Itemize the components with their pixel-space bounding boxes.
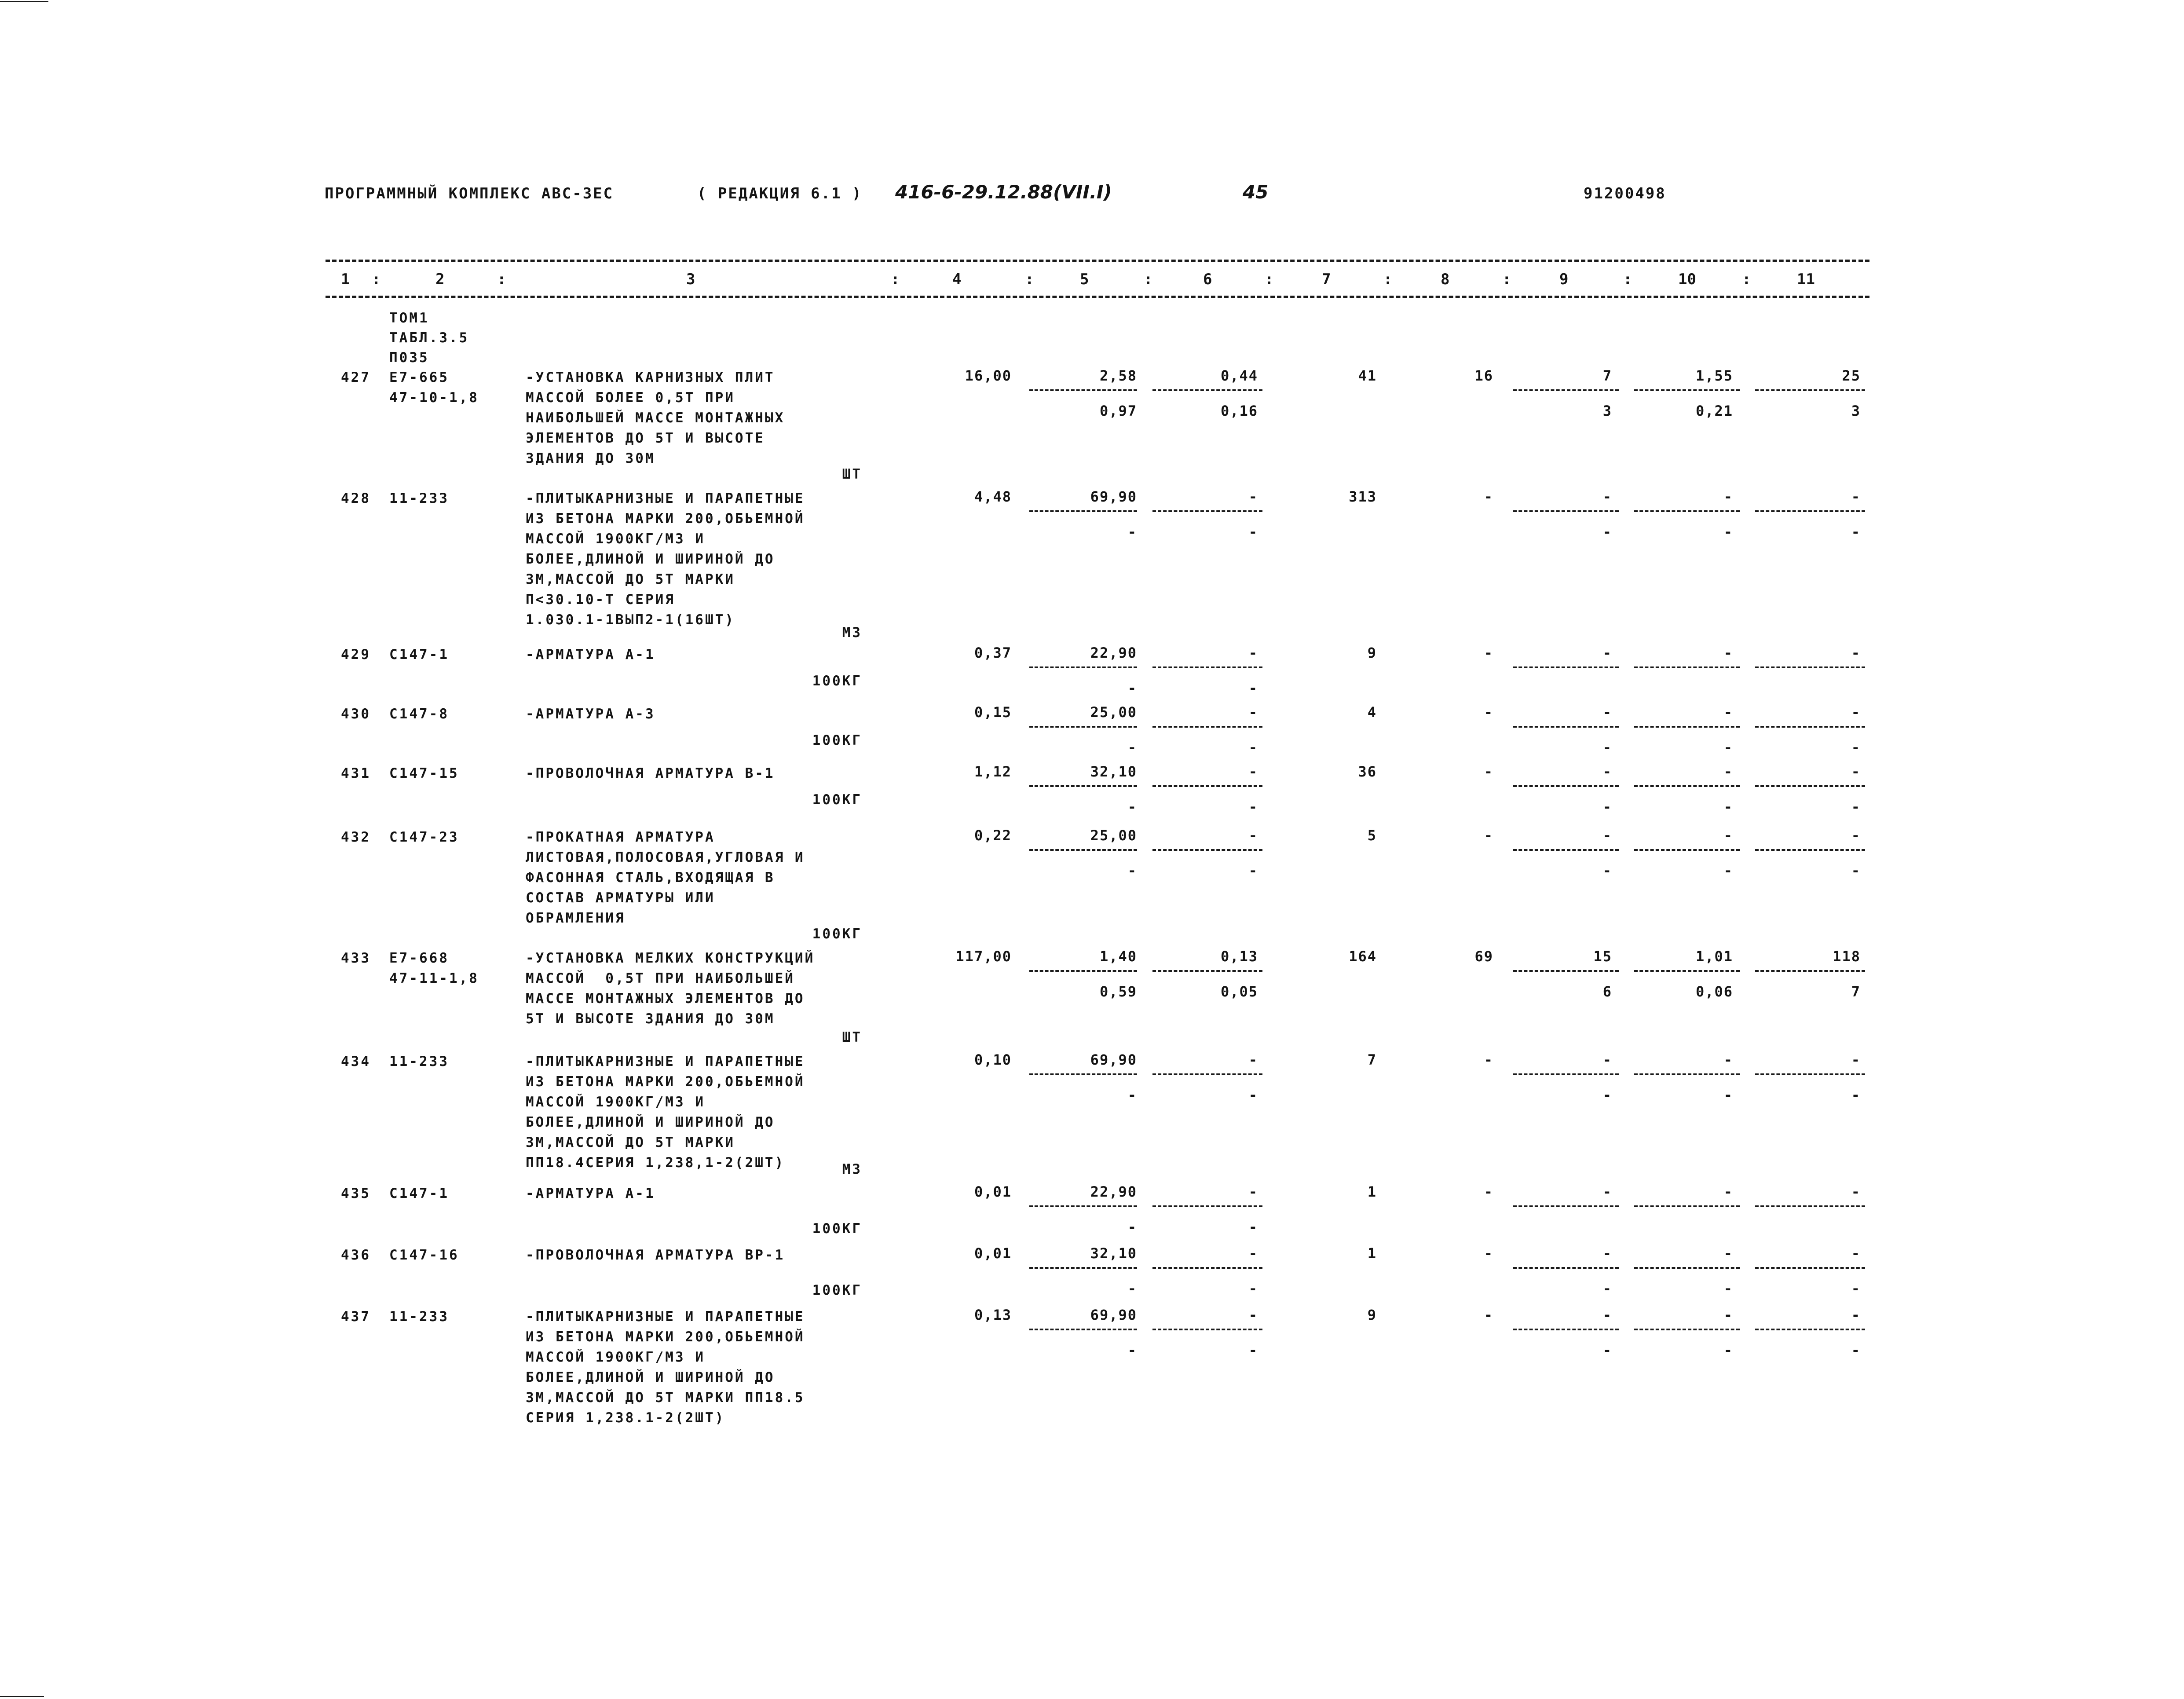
row-code: Е7-665 xyxy=(389,370,449,385)
cell-divider xyxy=(1755,1205,1865,1207)
column-sep: : xyxy=(1265,271,1274,288)
row-labor-total: - xyxy=(1602,763,1612,780)
row-description: -УСТАНОВКА МЕЛКИХ КОНСТРУКЦИЙ МАССОЙ 0,5Т ПРИ НАИБОЛЬШЕЙ МАССЕ МОНТАЖНЫХ ЭЛЕМЕНТОВ ДО 5Т И ВЫСОТЕ ЗДАНИЯ ДО 30М xyxy=(526,950,815,1027)
row-unit: 100КГ xyxy=(812,1221,862,1237)
row-wage-total: - xyxy=(1484,1307,1493,1323)
cell-divider xyxy=(1029,510,1137,512)
row-machine-wage: 0,05 xyxy=(1220,983,1258,1000)
row-code: С147-1 xyxy=(389,1186,449,1201)
cell-divider xyxy=(1029,970,1137,972)
row-total-cost: 164 xyxy=(1349,948,1377,965)
column-5-header: 5 xyxy=(1080,271,1089,288)
row-machine-wage: 0,16 xyxy=(1220,403,1258,419)
row-machine-wage: - xyxy=(1248,798,1258,815)
row-cost-total: 2,58 xyxy=(1099,367,1137,384)
row-labor-unit: - xyxy=(1723,827,1733,844)
row-unit: М3 xyxy=(842,1161,862,1177)
row-quantity: 0,13 xyxy=(974,1307,1012,1323)
row-quantity: 0,37 xyxy=(974,644,1012,661)
row-labor-total: - xyxy=(1602,1245,1612,1262)
cell-divider xyxy=(1755,1073,1865,1075)
row-labor-unit: - xyxy=(1723,1245,1733,1262)
row-cost-wage: 0,59 xyxy=(1099,983,1137,1000)
cell-divider xyxy=(1634,1205,1740,1207)
row-labor-sum-machine: - xyxy=(1851,1087,1861,1103)
cell-divider xyxy=(1029,1205,1137,1207)
row-labor-total: - xyxy=(1602,1307,1612,1323)
row-labor-sum: - xyxy=(1851,488,1861,505)
row-code-secondary: 47-11-1,8 xyxy=(389,970,479,986)
column-sep: : xyxy=(1742,271,1751,288)
row-description: -ПЛИТЫКАРНИЗНЫЕ И ПАРАПЕТНЫЕ ИЗ БЕТОНА МАРКИ 200,ОБЬЕМНОЙ МАССОЙ 1900КГ/М3 И БОЛЕЕ,ДЛИНОЙ И ШИРИНОЙ ДО 3М,МАССОЙ ДО 5Т МАРКИ ПП18.5 СЕРИЯ 1,238.1-2(2ШТ) xyxy=(526,1309,805,1426)
column-sep: : xyxy=(1383,271,1393,288)
row-number: 427 xyxy=(341,370,371,385)
row-code: 11-233 xyxy=(389,1309,449,1325)
row-labor-sum: - xyxy=(1851,1183,1861,1200)
row-total-cost: 7 xyxy=(1367,1051,1377,1068)
cell-divider xyxy=(1634,389,1740,391)
page-number: 45 xyxy=(1243,181,1269,203)
cell-divider xyxy=(1029,785,1137,787)
row-labor-unit: - xyxy=(1723,644,1733,661)
row-cost-total: 22,90 xyxy=(1090,1183,1137,1200)
row-number: 431 xyxy=(341,765,371,781)
row-labor-sum-machine: - xyxy=(1851,1280,1861,1297)
row-labor-machine: - xyxy=(1602,524,1612,540)
scan-edge-mark-bottom xyxy=(0,1696,44,1697)
cell-divider xyxy=(1634,970,1740,972)
row-unit: ШТ xyxy=(842,1029,862,1045)
cell-divider xyxy=(1152,666,1262,668)
cell-divider xyxy=(1029,1267,1137,1269)
row-labor-total: 15 xyxy=(1593,948,1612,965)
row-quantity: 0,01 xyxy=(974,1183,1012,1200)
cell-divider xyxy=(1755,726,1865,728)
row-labor-unit: - xyxy=(1723,763,1733,780)
row-number: 430 xyxy=(341,706,371,722)
row-wage-total: 69 xyxy=(1474,948,1493,965)
row-machine-wage: - xyxy=(1248,862,1258,879)
cell-divider xyxy=(1513,666,1619,668)
cell-divider xyxy=(1152,1205,1262,1207)
header-edition: ( РЕДАКЦИЯ 6.1 ) xyxy=(697,185,863,202)
intro-volume: ТОМ1 xyxy=(389,310,429,326)
row-labor-unit-machine: - xyxy=(1723,798,1733,815)
row-description: -ПЛИТЫКАРНИЗНЫЕ И ПАРАПЕТНЫЕ ИЗ БЕТОНА МАРКИ 200,ОБЬЕМНОЙ МАССОЙ 1900КГ/М3 И БОЛЕЕ,ДЛИНОЙ И ШИРИНОЙ ДО 3М,МАССОЙ ДО 5Т МАРКИ П<30.10-Т СЕРИЯ 1.030.1-1ВЫП2-1(16ШТ) xyxy=(526,491,805,628)
row-total-cost: 4 xyxy=(1367,704,1377,721)
intro-item: П035 xyxy=(389,350,429,366)
column-4-header: 4 xyxy=(952,271,962,288)
row-machine-total: - xyxy=(1248,488,1258,505)
cell-divider xyxy=(1634,1073,1740,1075)
cell-divider xyxy=(1755,785,1865,787)
row-quantity: 117,00 xyxy=(955,948,1012,965)
cell-divider xyxy=(1029,1073,1137,1075)
cell-divider xyxy=(1029,666,1137,668)
row-total-cost: 5 xyxy=(1367,827,1377,844)
row-labor-sum-machine: - xyxy=(1851,798,1861,815)
column-sep: : xyxy=(1025,271,1034,288)
row-quantity: 0,22 xyxy=(974,827,1012,844)
row-code: С147-15 xyxy=(389,765,459,781)
header-code: 91200498 xyxy=(1584,185,1666,202)
header-program: ПРОГРАММНЫЙ КОМПЛЕКС АВС-3ЕС xyxy=(325,185,614,202)
column-8-header: 8 xyxy=(1441,271,1450,288)
column-sep: : xyxy=(1623,271,1632,288)
row-cost-wage: - xyxy=(1127,1342,1137,1358)
cell-divider xyxy=(1513,849,1619,851)
table-top-rule xyxy=(326,260,1869,262)
row-unit: 100КГ xyxy=(812,1282,862,1298)
row-wage-total: - xyxy=(1484,704,1493,721)
row-labor-unit: - xyxy=(1723,1051,1733,1068)
row-quantity: 0,01 xyxy=(974,1245,1012,1262)
row-cost-wage: - xyxy=(1127,798,1137,815)
row-labor-sum: 25 xyxy=(1842,367,1861,384)
row-total-cost: 36 xyxy=(1358,763,1377,780)
row-cost-wage: - xyxy=(1127,1219,1137,1235)
row-labor-unit: 1,55 xyxy=(1695,367,1733,384)
row-cost-total: 22,90 xyxy=(1090,644,1137,661)
cell-divider xyxy=(1152,1073,1262,1075)
row-labor-sum: - xyxy=(1851,1051,1861,1068)
row-code: 11-233 xyxy=(389,491,449,506)
row-code: С147-8 xyxy=(389,706,449,722)
row-labor-unit: 1,01 xyxy=(1695,948,1733,965)
row-wage-total: - xyxy=(1484,827,1493,844)
row-quantity: 4,48 xyxy=(974,488,1012,505)
row-description: -УСТАНОВКА КАРНИЗНЫХ ПЛИТ МАССОЙ БОЛЕЕ 0,5Т ПРИ НАИБОЛЬШЕЙ МАССЕ МОНТАЖНЫХ ЭЛЕМЕНТОВ ДО 5Т И ВЫСОТЕ ЗДАНИЯ ДО 30М xyxy=(526,370,785,466)
row-code: С147-1 xyxy=(389,647,449,663)
row-machine-total: 0,13 xyxy=(1220,948,1258,965)
row-cost-wage: 0,97 xyxy=(1099,403,1137,419)
row-quantity: 0,10 xyxy=(974,1051,1012,1068)
row-labor-total: - xyxy=(1602,1183,1612,1200)
row-labor-total: - xyxy=(1602,644,1612,661)
row-labor-sum-machine: - xyxy=(1851,524,1861,540)
cell-divider xyxy=(1152,726,1262,728)
row-unit: 100КГ xyxy=(812,732,862,748)
row-cost-wage: - xyxy=(1127,739,1137,756)
row-labor-unit-machine: 0,06 xyxy=(1695,983,1733,1000)
row-labor-sum: - xyxy=(1851,827,1861,844)
row-total-cost: 9 xyxy=(1367,644,1377,661)
row-number: 434 xyxy=(341,1054,371,1069)
cell-divider xyxy=(1755,1329,1865,1330)
row-machine-wage: - xyxy=(1248,680,1258,696)
cell-divider xyxy=(1755,970,1865,972)
row-labor-unit-machine: - xyxy=(1723,862,1733,879)
row-quantity: 16,00 xyxy=(965,367,1012,384)
cell-divider xyxy=(1755,666,1865,668)
column-sep: : xyxy=(497,271,506,288)
row-machine-total: - xyxy=(1248,827,1258,844)
row-labor-sum-machine: - xyxy=(1851,739,1861,756)
row-machine-wage: - xyxy=(1248,1087,1258,1103)
row-labor-total: - xyxy=(1602,704,1612,721)
row-number: 432 xyxy=(341,829,371,845)
row-cost-wage: - xyxy=(1127,1280,1137,1297)
row-total-cost: 9 xyxy=(1367,1307,1377,1323)
row-labor-machine: - xyxy=(1602,1087,1612,1103)
row-machine-total: - xyxy=(1248,1183,1258,1200)
scan-edge-mark-top xyxy=(0,1,48,2)
row-labor-sum-machine: 7 xyxy=(1851,983,1861,1000)
row-total-cost: 41 xyxy=(1358,367,1377,384)
cell-divider xyxy=(1634,785,1740,787)
row-number: 429 xyxy=(341,647,371,663)
cell-divider xyxy=(1513,510,1619,512)
row-labor-unit: - xyxy=(1723,704,1733,721)
cell-divider xyxy=(1634,849,1740,851)
row-machine-total: 0,44 xyxy=(1220,367,1258,384)
row-wage-total: - xyxy=(1484,1051,1493,1068)
row-labor-sum: 118 xyxy=(1833,948,1861,965)
cell-divider xyxy=(1513,389,1619,391)
cell-divider xyxy=(1152,785,1262,787)
row-machine-wage: - xyxy=(1248,524,1258,540)
row-number: 433 xyxy=(341,950,371,966)
row-labor-unit: - xyxy=(1723,488,1733,505)
column-1-header: 1 xyxy=(341,271,350,288)
column-sep: : xyxy=(891,271,900,288)
row-labor-machine: - xyxy=(1602,798,1612,815)
cell-divider xyxy=(1513,726,1619,728)
row-quantity: 1,12 xyxy=(974,763,1012,780)
row-labor-total: - xyxy=(1602,488,1612,505)
cell-divider xyxy=(1634,510,1740,512)
row-wage-total: - xyxy=(1484,488,1493,505)
row-code: С147-16 xyxy=(389,1247,459,1263)
cell-divider xyxy=(1513,1205,1619,1207)
column-6-header: 6 xyxy=(1203,271,1212,288)
row-total-cost: 313 xyxy=(1349,488,1377,505)
row-cost-total: 69,90 xyxy=(1090,488,1137,505)
column-3-header: 3 xyxy=(686,271,695,288)
row-labor-unit-machine: - xyxy=(1723,524,1733,540)
row-labor-unit-machine: - xyxy=(1723,739,1733,756)
column-2-header: 2 xyxy=(435,271,445,288)
row-machine-total: - xyxy=(1248,1307,1258,1323)
intro-table: ТАБЛ.3.5 xyxy=(389,330,469,346)
column-10-header: 10 xyxy=(1678,271,1696,288)
cell-divider xyxy=(1152,849,1262,851)
row-labor-sum-machine: - xyxy=(1851,1342,1861,1358)
row-code: 11-233 xyxy=(389,1054,449,1069)
row-number: 437 xyxy=(341,1309,371,1325)
row-machine-total: - xyxy=(1248,644,1258,661)
row-labor-unit-machine: - xyxy=(1723,1280,1733,1297)
cell-divider xyxy=(1755,389,1865,391)
row-wage-total: 16 xyxy=(1474,367,1493,384)
row-machine-total: - xyxy=(1248,763,1258,780)
row-cost-total: 1,40 xyxy=(1099,948,1137,965)
row-code: С147-23 xyxy=(389,829,459,845)
row-cost-wage: - xyxy=(1127,680,1137,696)
row-unit: 100КГ xyxy=(812,926,862,942)
row-labor-total: - xyxy=(1602,827,1612,844)
cell-divider xyxy=(1513,785,1619,787)
row-machine-wage: - xyxy=(1248,1219,1258,1235)
row-wage-total: - xyxy=(1484,1183,1493,1200)
cell-divider xyxy=(1152,510,1262,512)
row-cost-total: 25,00 xyxy=(1090,704,1137,721)
cell-divider xyxy=(1029,389,1137,391)
row-description: -АРМАТУРА А-1 xyxy=(526,647,655,663)
row-description: -ПЛИТЫКАРНИЗНЫЕ И ПАРАПЕТНЫЕ ИЗ БЕТОНА МАРКИ 200,ОБЬЕМНОЙ МАССОЙ 1900КГ/М3 И БОЛЕЕ,ДЛИНОЙ И ШИРИНОЙ ДО 3М,МАССОЙ ДО 5Т МАРКИ ПП18.4СЕРИЯ 1,238,1-2(2ШТ) xyxy=(526,1054,805,1171)
row-cost-total: 69,90 xyxy=(1090,1307,1137,1323)
cell-divider xyxy=(1634,1329,1740,1330)
cell-divider xyxy=(1513,1073,1619,1075)
column-sep: : xyxy=(1502,271,1511,288)
row-cost-total: 32,10 xyxy=(1090,763,1137,780)
row-labor-unit: - xyxy=(1723,1183,1733,1200)
cell-divider xyxy=(1634,666,1740,668)
cell-divider xyxy=(1029,849,1137,851)
cell-divider xyxy=(1755,849,1865,851)
row-number: 435 xyxy=(341,1186,371,1201)
row-labor-sum: - xyxy=(1851,763,1861,780)
header-doc-code: 416-6-29.12.88(VII.I) xyxy=(895,181,1112,203)
cell-divider xyxy=(1029,1329,1137,1330)
cell-divider xyxy=(1152,1267,1262,1269)
row-description: -АРМАТУРА А-1 xyxy=(526,1186,655,1201)
row-machine-wage: - xyxy=(1248,739,1258,756)
row-cost-total: 69,90 xyxy=(1090,1051,1137,1068)
cell-divider xyxy=(1755,1267,1865,1269)
cell-divider xyxy=(1152,389,1262,391)
cell-divider xyxy=(1029,726,1137,728)
row-machine-total: - xyxy=(1248,704,1258,721)
row-labor-machine: - xyxy=(1602,739,1612,756)
column-9-header: 9 xyxy=(1559,271,1569,288)
row-cost-wage: - xyxy=(1127,862,1137,879)
row-unit: 100КГ xyxy=(812,792,862,808)
row-labor-unit-machine: 0,21 xyxy=(1695,403,1733,419)
cell-divider xyxy=(1634,726,1740,728)
cell-divider xyxy=(1634,1267,1740,1269)
row-labor-sum-machine: 3 xyxy=(1851,403,1861,419)
row-machine-total: - xyxy=(1248,1051,1258,1068)
row-description: -ПРОКАТНАЯ АРМАТУРА ЛИСТОВАЯ,ПОЛОСОВАЯ,УГЛОВАЯ И ФАСОННАЯ СТАЛЬ,ВХОДЯЩАЯ В СОСТАВ АРМАТУРЫ ИЛИ ОБРАМЛЕНИЯ xyxy=(526,829,805,926)
row-code-secondary: 47-10-1,8 xyxy=(389,390,479,406)
row-unit: М3 xyxy=(842,625,862,641)
row-description: -АРМАТУРА А-3 xyxy=(526,706,655,722)
row-description: -ПРОВОЛОЧНАЯ АРМАТУРА ВР-1 xyxy=(526,1247,785,1263)
row-cost-total: 25,00 xyxy=(1090,827,1137,844)
column-sep: : xyxy=(372,271,381,288)
cell-divider xyxy=(1513,970,1619,972)
column-7-header: 7 xyxy=(1322,271,1331,288)
row-unit: ШТ xyxy=(842,466,862,482)
cell-divider xyxy=(1755,510,1865,512)
cell-divider xyxy=(1513,1267,1619,1269)
row-labor-sum: - xyxy=(1851,1245,1861,1262)
row-labor-sum: - xyxy=(1851,644,1861,661)
row-cost-wage: - xyxy=(1127,524,1137,540)
row-wage-total: - xyxy=(1484,763,1493,780)
table-head-rule xyxy=(326,296,1869,298)
column-11-header: 11 xyxy=(1797,271,1815,288)
row-description: -ПРОВОЛОЧНАЯ АРМАТУРА В-1 xyxy=(526,765,775,781)
row-machine-wage: - xyxy=(1248,1342,1258,1358)
row-total-cost: 1 xyxy=(1367,1245,1377,1262)
row-labor-unit-machine: - xyxy=(1723,1342,1733,1358)
row-unit: 100КГ xyxy=(812,673,862,689)
row-wage-total: - xyxy=(1484,644,1493,661)
row-machine-total: - xyxy=(1248,1245,1258,1262)
row-wage-total: - xyxy=(1484,1245,1493,1262)
row-number: 436 xyxy=(341,1247,371,1263)
row-machine-wage: - xyxy=(1248,1280,1258,1297)
row-code: Е7-668 xyxy=(389,950,449,966)
row-number: 428 xyxy=(341,491,371,506)
row-cost-total: 32,10 xyxy=(1090,1245,1137,1262)
row-labor-sum-machine: - xyxy=(1851,862,1861,879)
row-labor-sum: - xyxy=(1851,704,1861,721)
row-labor-machine: - xyxy=(1602,1342,1612,1358)
row-labor-total: 7 xyxy=(1602,367,1612,384)
row-labor-total: - xyxy=(1602,1051,1612,1068)
row-cost-wage: - xyxy=(1127,1087,1137,1103)
row-quantity: 0,15 xyxy=(974,704,1012,721)
row-labor-machine: - xyxy=(1602,862,1612,879)
row-labor-machine: 3 xyxy=(1602,403,1612,419)
row-labor-machine: 6 xyxy=(1602,983,1612,1000)
row-total-cost: 1 xyxy=(1367,1183,1377,1200)
row-labor-unit: - xyxy=(1723,1307,1733,1323)
cell-divider xyxy=(1152,970,1262,972)
row-labor-unit-machine: - xyxy=(1723,1087,1733,1103)
cell-divider xyxy=(1513,1329,1619,1330)
cell-divider xyxy=(1152,1329,1262,1330)
row-labor-machine: - xyxy=(1602,1280,1612,1297)
row-labor-sum: - xyxy=(1851,1307,1861,1323)
column-sep: : xyxy=(1144,271,1153,288)
